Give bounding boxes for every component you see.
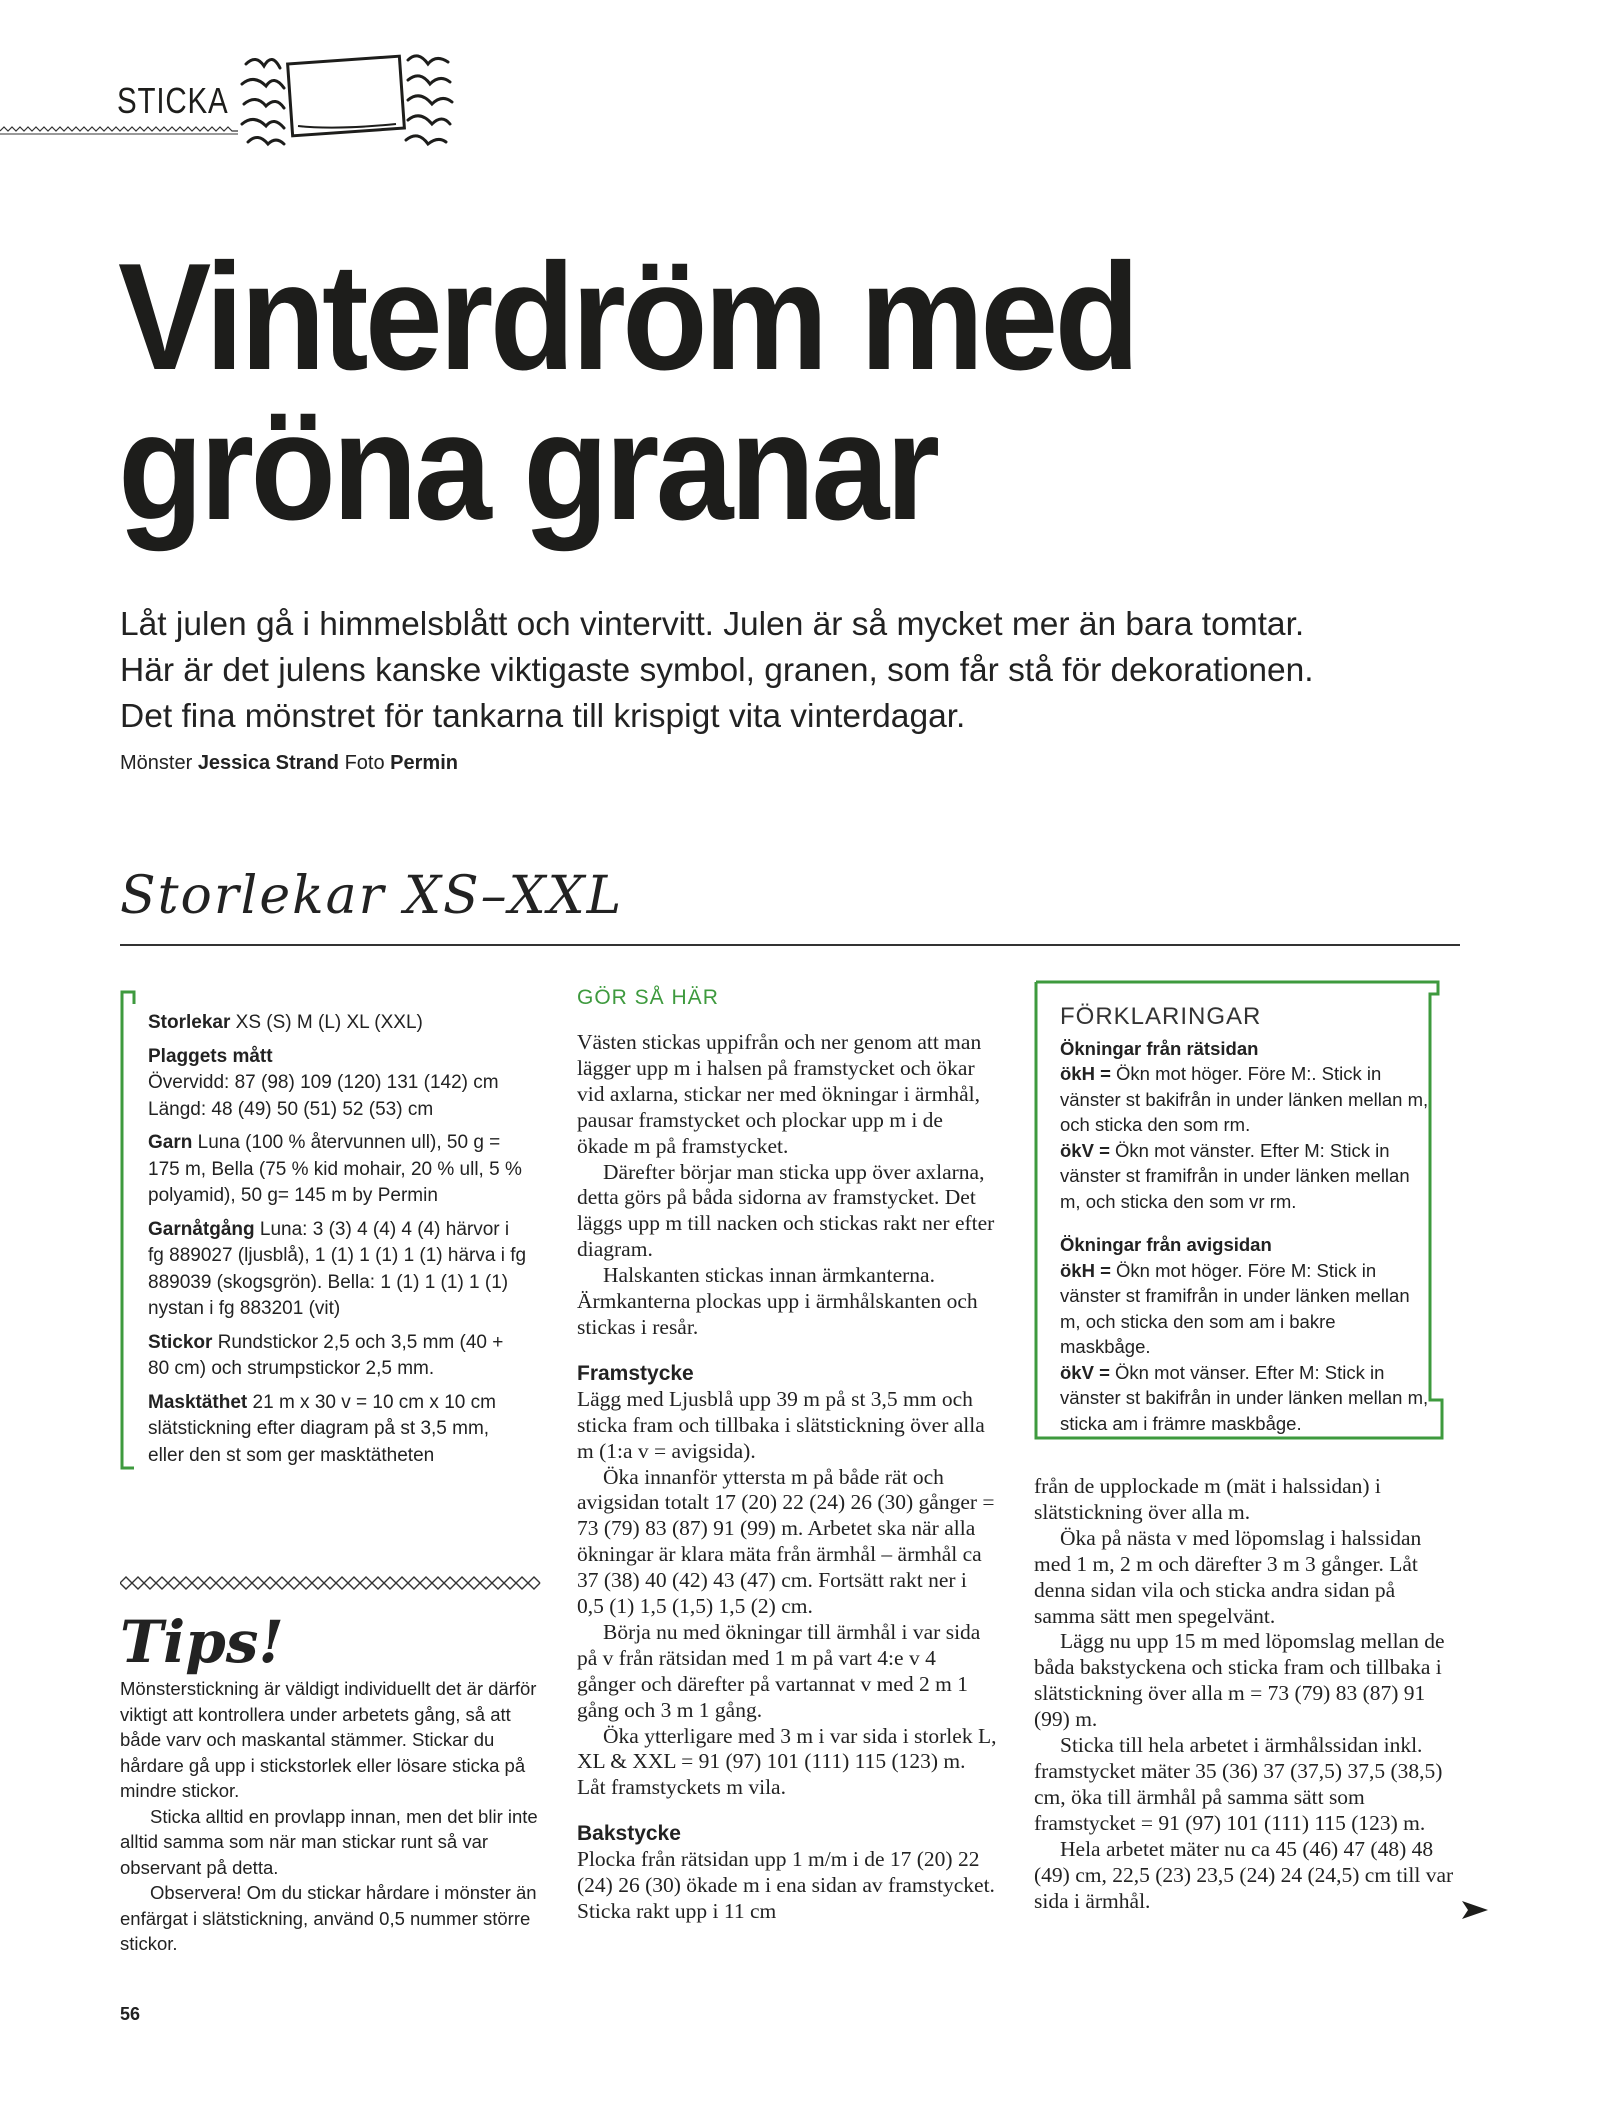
materials-sizes: Storlekar XS (S) M (L) XL (XXL) — [148, 1012, 423, 1033]
tips-heading: Tips! — [120, 1608, 284, 1676]
page-title — [118, 232, 1406, 552]
instructions-column — [577, 1030, 997, 1925]
header-zigzag-line — [0, 126, 238, 136]
intro-line-2: Här är det julens kanske viktigaste symbol, granen, som får stå för dekorationen. — [120, 652, 1314, 689]
explanations-title: FÖRKLARINGAR — [1060, 1003, 1262, 1030]
back-heading: Bakstycke — [577, 1822, 681, 1846]
sizes-divider — [120, 944, 1460, 946]
okV2-definition: ökV = Ökn mot vänser. Efter M: Stick in vänster st bakifrån in under länken mellan m, sticka am i främre maskbåge. — [1060, 1361, 1429, 1434]
instructions-p2: Därefter börjar man sticka upp över axlarna, detta görs på båda sidorna av framstycket. Det läggs upp m till nacken och stickas rakt ner efter diagram. — [577, 1159, 995, 1262]
credit-pattern-author: Jessica Strand — [197, 752, 340, 774]
section-label: STICKA — [117, 80, 229, 121]
continued-p4: Sticka till hela arbetet i ärmhålssidan inkl. framstycket mäter 35 (36) 37 (37,5) 37,5 (38,5) cm, öka till ärmhål på samma sätt som framstycket = 91 (97) 101 (111) 115 (123) m. — [1034, 1733, 1443, 1835]
sizes-heading: Storlekar XS–XXL — [120, 866, 624, 926]
page-number: 56 — [120, 2004, 141, 2024]
okH2-definition: ökH = Ökn mot höger. Före M: Stick in vänster st framifrån in under länken mellan m, och sticka den som am i bakre maskbåge. — [1060, 1259, 1410, 1357]
tips-paragraph-1: Mönsterstickning är väldigt individuellt det är därför viktigt att kontrollera under arbetets gång, så att både varv och maskantal stämmer. Stickar du hårdare gå upp i stickstorlek eller lösare sticka på mindre stickor. — [120, 1678, 537, 1801]
tips-divider — [120, 1576, 544, 1590]
instructions-heading: GÖR SÅ HÄR — [577, 986, 719, 1009]
continued-p5: Hela arbetet mäter nu ca 45 (46) 47 (48) 48 (49) cm, 22,5 (23) 23,5 (24) 24 (24,5) cm till var sida i ärmhål. — [1034, 1836, 1454, 1913]
okV-definition: ökV = Ökn mot vänster. Efter M: Stick in vänster st framifrån in under länken mellan m, och sticka den som vr rm. — [1060, 1139, 1410, 1212]
instructions-p1: Västen stickas uppifrån och ner genom att man lägger upp m i halsen på framstycket och ökar vid axlarna, stickar ner med ökningar i ärmhål, pausar framstycket och plockar upp m i de ökade m på framstycket. — [577, 1030, 982, 1158]
tips-paragraph-2: Sticka alltid en provlapp innan, men det blir inte alltid samma som när man stickar runt så var observant på detta. — [120, 1805, 538, 1878]
intro-line-1: Låt julen gå i himmelsblått och vintervitt. Julen är så mycket mer än bara tomtar. — [120, 606, 1305, 643]
materials-measurements: Plaggets mått Övervidd: 87 (98) 109 (120) 131 (142) cm Längd: 48 (49) 50 (51) 52 (53) cm — [148, 1045, 499, 1120]
wrong-side-heading: Ökningar från avigsidan — [1060, 1234, 1272, 1255]
front-p2: Öka innanför yttersta m på både rät och avigsidan totalt 17 (20) 22 (24) 26 (30) gånger = 73 (79) 83 (87) 91 (99) m. Arbetet ska när alla ökningar är klara mäta från ärmhål – ärmhål ca 37 (38) 40 (42) 43 (47) cm. Fortsätt rakt ner i 0,5 (1) 1,5 (1,5) 1,5 (2) cm. — [577, 1464, 995, 1619]
title-line-1: Vinterdröm med — [118, 232, 1137, 402]
materials-gauge: Masktäthet 21 m x 30 v = 10 cm x 10 cm slätstickning efter diagram på st 3,5 mm, eller den st som ger masktätheten — [148, 1391, 496, 1466]
tips-body — [120, 1676, 544, 1957]
front-heading: Framstycke — [577, 1361, 694, 1385]
intro-line-3: Det fina mönstret för tankarna till krispigt vita vinterdagar. — [120, 698, 966, 735]
continued-p3: Lägg nu upp 15 m med löpomslag mellan de båda bakstyckena och sticka fram och tillbaka i slätstickning över alla m = 73 (79) 83 (87) 91 (99) m. — [1034, 1629, 1445, 1732]
materials-info — [148, 1010, 528, 1476]
front-p1: Lägg med Ljusblå upp 39 m på st 3,5 mm och sticka fram och tillbaka i slätstickning över alla m (1:a v = avigsida). — [577, 1386, 985, 1463]
title-line-2: gröna granar — [118, 382, 937, 552]
tips-paragraph-3: Observera! Om du stickar hårdare i mönster än enfärgat i slätstickning, använd 0,5 nummer större stickor. — [120, 1882, 537, 1954]
explanations-box — [1060, 1004, 1430, 1436]
front-p4: Öka ytterligare med 3 m i var sida i storlek L, XL & XXL = 91 (97) 101 (111) 115 (123) m. Låt framstyckets m vila. — [577, 1723, 997, 1800]
continue-arrow-icon — [1462, 1899, 1488, 1921]
continued-p1: från de upplockade m (mät i halssidan) i slätstickning över alla m. — [1034, 1474, 1381, 1524]
back-p1: Plocka från rätsidan upp 1 m/m i de 17 (20) 22 (24) 26 (30) ökade m i ena sidan av framstycket. Sticka rakt upp i 11 cm — [577, 1847, 995, 1923]
continued-p2: Öka på nästa v med löpomslag i halssidan med 1 m, 2 m och därefter 3 m 3 gånger. Låt denna sidan vila och sticka andra sidan på samma sätt men spegelvänt. — [1034, 1525, 1422, 1628]
continued-column — [1034, 1474, 1454, 1914]
credit-pattern-label: Mönster — [120, 752, 193, 774]
materials-needles: Stickor Rundstickor 2,5 och 3,5 mm (40 + 80 cm) och strumpstickor 2,5 mm. — [148, 1331, 504, 1379]
okH-definition: ökH = Ökn mot höger. Före M:. Stick in vänster st bakifrån in under länken mellan m, och sticka den som rm. — [1060, 1063, 1429, 1135]
yarn-skein-icon — [236, 44, 456, 154]
intro-paragraph — [120, 602, 1500, 740]
materials-yarn: Garn Luna (100 % återvunnen ull), 50 g = 175 m, Bella (75 % kid mohair, 20 % ull, 5 % polyamid), 50 g= 145 m by Permin — [148, 1132, 522, 1206]
materials-yarn-usage: Garnåtgång Luna: 3 (3) 4 (4) 4 (4) härvor i fg 889027 (ljusblå), 1 (1) 1 (1) 1 (1) härva i fg 889039 (skogsgrön). Bella: 1 (1) 1 (1) 1 (1) nystan i fg 883201 (vit) — [148, 1218, 527, 1319]
credit-line — [120, 752, 458, 775]
credit-photo-author: Permin — [390, 752, 458, 774]
front-p3: Börja nu med ökningar till ärmhål i var sida på v från rätsidan med 1 m på vart 4:e v 4 gånger och därefter på vartannat v med 2 m 1 gång och 3 m 1 gång. — [577, 1619, 981, 1722]
credit-photo-label: Foto — [344, 752, 385, 774]
right-side-heading: Ökningar från rätsidan — [1060, 1037, 1259, 1059]
instructions-p3: Halskanten stickas innan ärmkanterna. Ärmkanterna plockas upp i ärmhålskanten och stickas i resår. — [577, 1263, 978, 1339]
